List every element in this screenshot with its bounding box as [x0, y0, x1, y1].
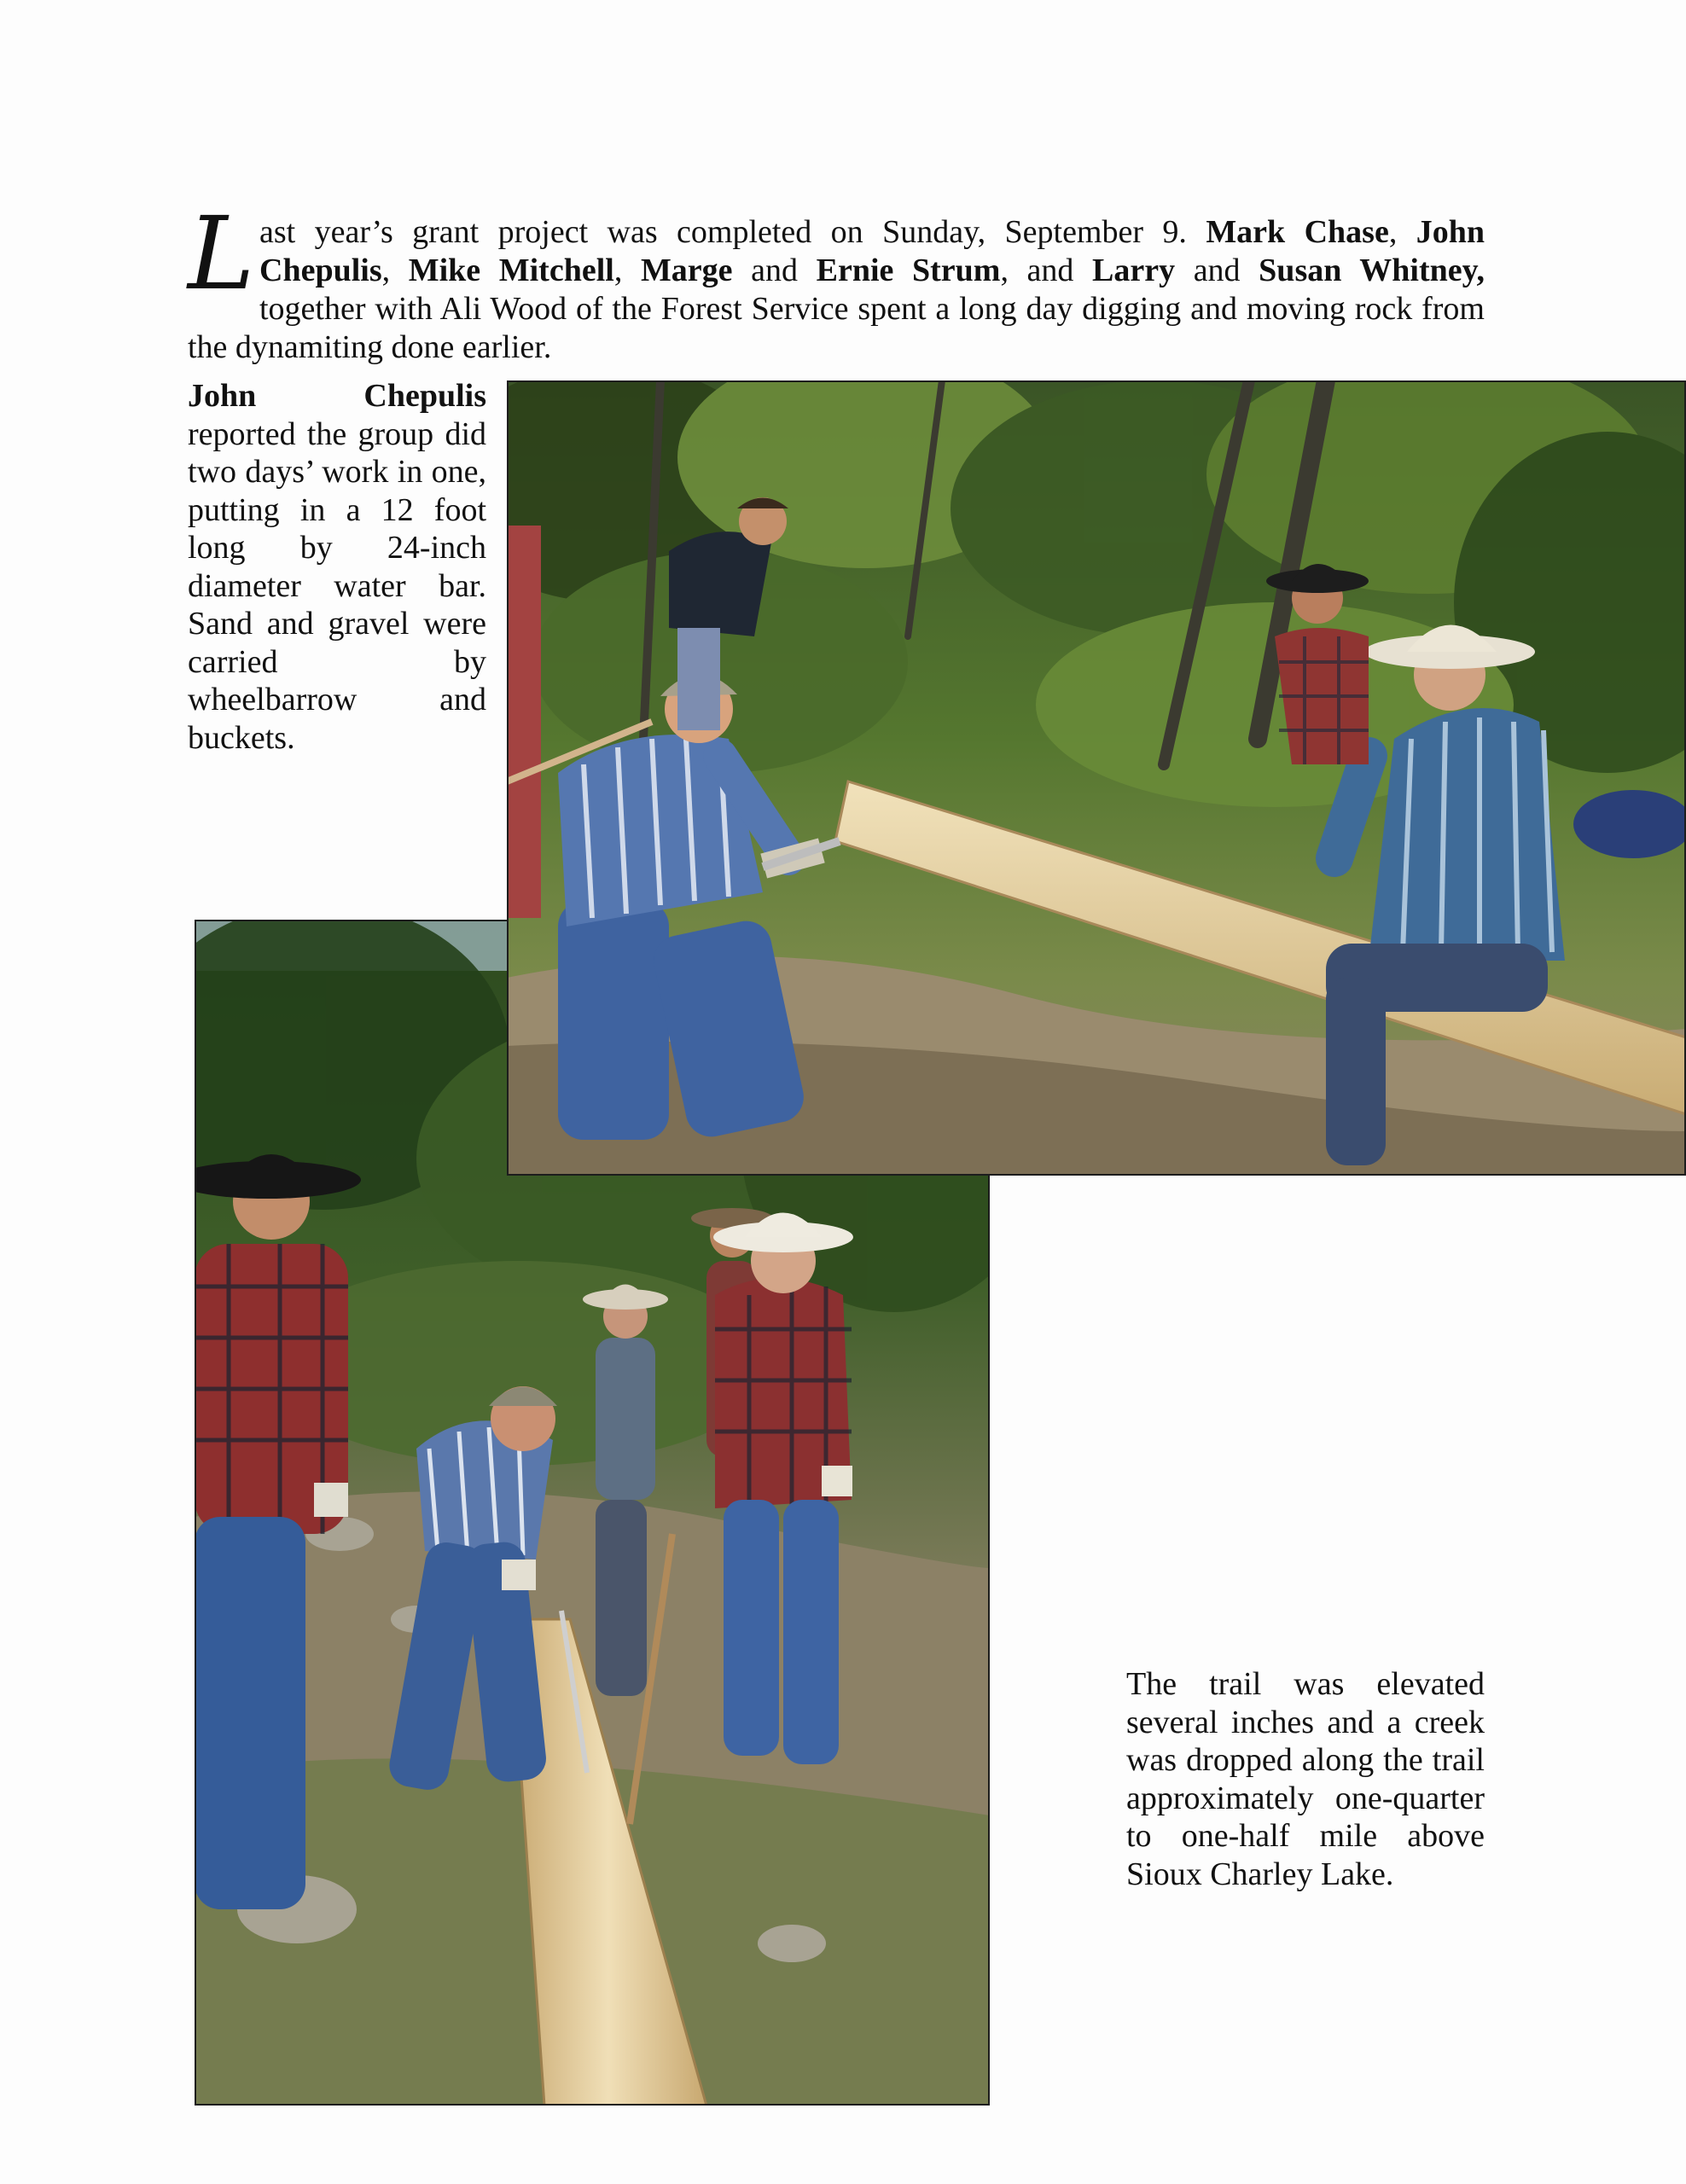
intro-text: and	[732, 253, 817, 288]
intro-text: together with Ali Wood of the Forest Service spent a long day digging and moving rock from the dynamiting done earlier.	[188, 291, 1485, 365]
intro-text: , and	[1000, 253, 1093, 288]
intro-text: and	[1175, 253, 1259, 288]
intro-text: ast year’s grant project was completed on Sunday, September 9.	[259, 214, 1206, 250]
intro-paragraph	[188, 195, 1485, 367]
left-caption-paragraph	[188, 377, 486, 757]
intro-name: Marge	[640, 253, 733, 288]
intro-name: Susan Whitney,	[1259, 253, 1485, 288]
intro-name: Larry	[1092, 253, 1176, 288]
intro-text: ,	[381, 253, 409, 288]
drop-cap: L	[188, 195, 255, 312]
photo-crew-sawing-log	[507, 380, 1686, 1176]
intro-name: Mike Mitchell	[408, 253, 614, 288]
left-caption-text: reported the group did two days’ work in one, putting in a 12 foot long by 24-inch diameter water bar. Sand and gravel were carried by wheelbarrow and	[188, 415, 486, 717]
intro-text: ,	[1388, 214, 1416, 250]
left-caption-last-line: buckets.	[188, 719, 295, 756]
right-caption-text: The trail was elevated several inches and a creek was dropped along the trail approximately one-quarter to one-half mile above Sioux Charley Lake.	[1126, 1666, 1485, 1892]
intro-name: Ernie Strum	[816, 253, 1001, 288]
photo-crew-sawing-log-image	[507, 380, 1686, 1176]
left-caption-name: John Chepulis	[188, 378, 486, 414]
right-caption-paragraph	[1126, 1665, 1485, 1893]
intro-text: ,	[613, 253, 641, 288]
intro-name: Mark Chase	[1206, 214, 1389, 250]
intro-name: John Chepulis	[259, 214, 1485, 288]
